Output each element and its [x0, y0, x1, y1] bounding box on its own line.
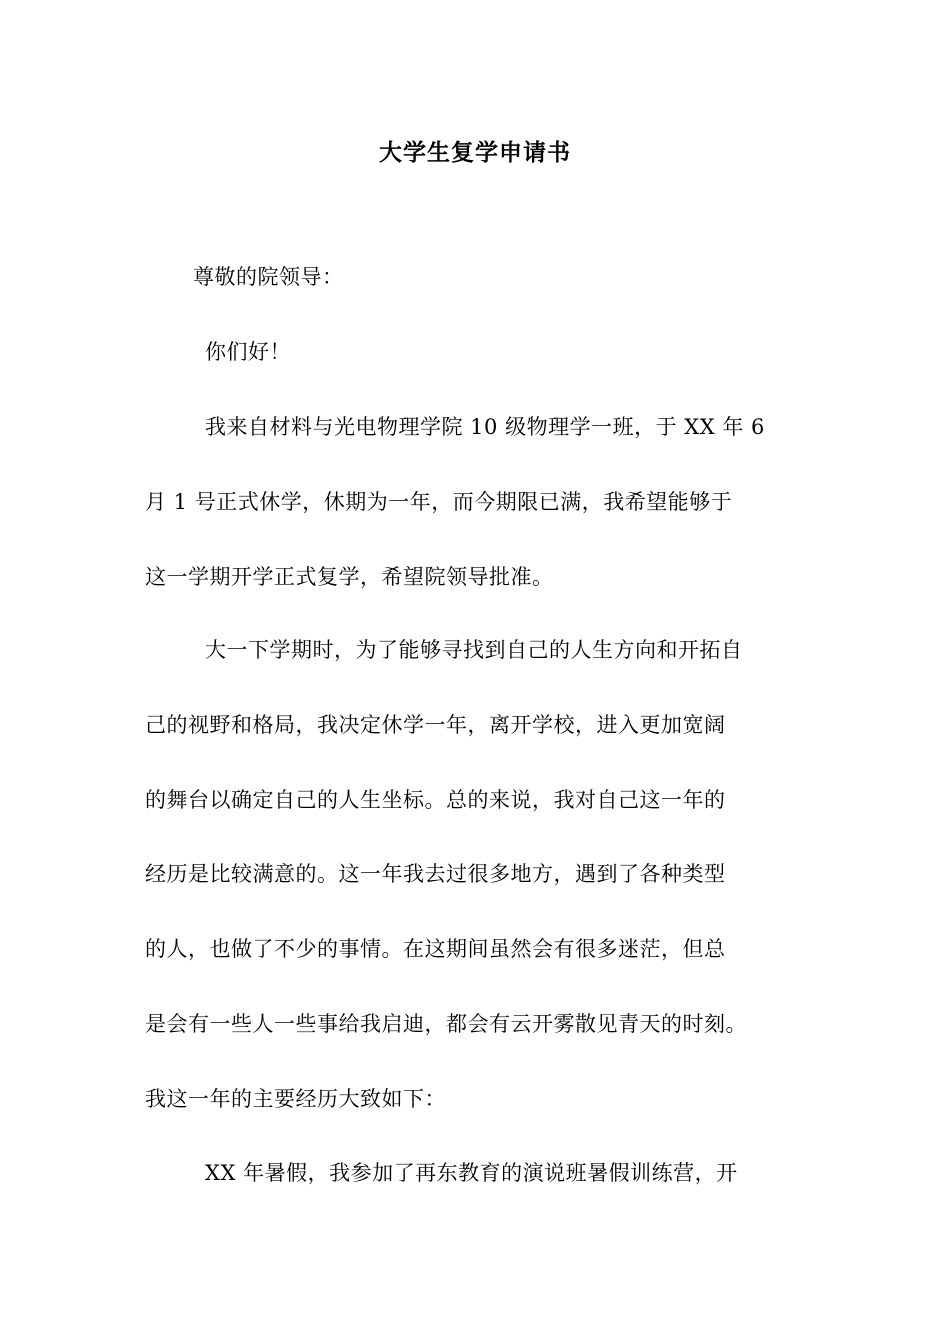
paragraph-line: 我这一年的主要经历大致如下： — [145, 1087, 446, 1111]
salutation: 尊敬的院领导： — [193, 265, 344, 289]
greeting: 你们好！ — [205, 340, 291, 364]
document-title: 大学生复学申请书 — [379, 139, 571, 166]
paragraph-line: 己的视野和格局，我决定休学一年，离开学校，进入更加宽阔 — [145, 713, 726, 737]
paragraph-line: 的人，也做了不少的事情。在这期间虽然会有很多迷茫，但总 — [145, 937, 726, 961]
paragraph-line: 大一下学期时，为了能够寻找到自己的人生方向和开拓自 — [205, 638, 743, 662]
paragraph-line: 这一学期开学正式复学，希望院领导批准。 — [145, 565, 554, 589]
paragraph-line: 经历是比较满意的。这一年我去过很多地方，遇到了各种类型 — [145, 862, 726, 886]
paragraph-line: 我来自材料与光电物理学院 10 级物理学一班，于 XX 年 6 — [205, 415, 765, 439]
paragraph-line: 月 1 号正式休学，休期为一年，而今期限已满，我希望能够于 — [145, 490, 733, 514]
paragraph-line: 是会有一些人一些事给我启迪，都会有云开雾散见青天的时刻。 — [145, 1012, 747, 1036]
paragraph-line: XX 年暑假，我参加了再东教育的演说班暑假训练营，开 — [205, 1161, 738, 1185]
paragraph-line: 的舞台以确定自己的人生坐标。总的来说，我对自己这一年的 — [145, 788, 726, 812]
